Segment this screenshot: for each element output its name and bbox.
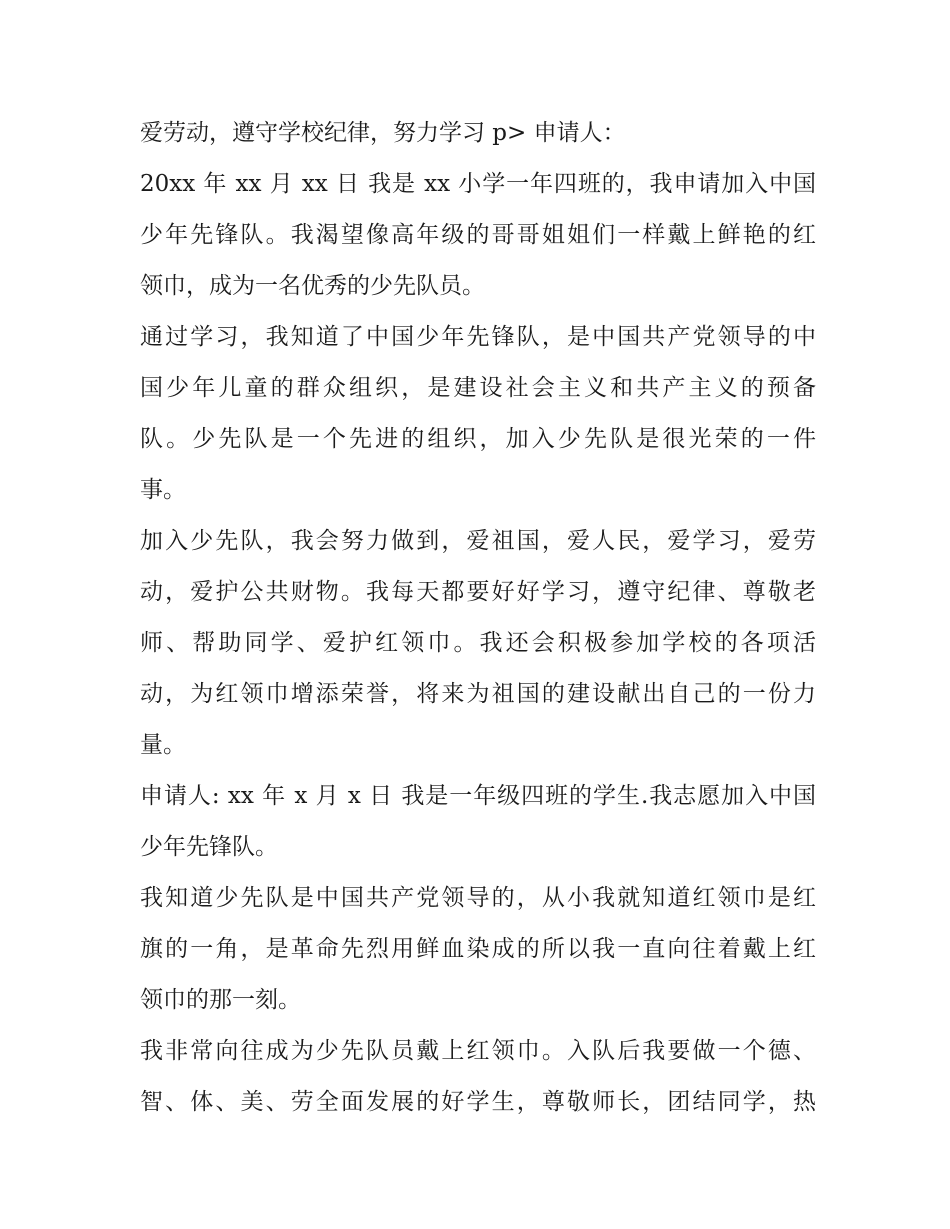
text-line: 少年先锋队。我渴望像高年级的哥哥姐姐们一样戴上鲜艳的红 [140,222,816,248]
text-line: 领巾的那一刻。 [140,987,301,1013]
document-body [140,108,816,1128]
text-line: 通过学习，我知道了中国少年先锋队，是中国共产党领导的中 [140,324,816,350]
text-line: 申请人: xx 年 x 月 x 日 我是一年级四班的学生.我志愿加入中国 [140,783,816,809]
text-line: 领巾，成为一名优秀的少先队员。 [140,273,485,299]
text-line: 我知道少先队是中国共产党领导的，从小我就知道红领巾是红 [140,885,816,911]
text-line: 动，爱护公共财物。我每天都要好好学习，遵守纪律、尊敬老 [140,579,816,605]
text-line: 动，为红领巾增添荣誉，将来为祖国的建设献出自己的一份力 [140,681,816,707]
text-line: 量。 [140,732,186,758]
text-line: 少年先锋队。 [140,834,278,860]
text-line: 国少年儿童的群众组织，是建设社会主义和共产主义的预备 [140,375,816,401]
text-line: 我非常向往成为少先队员戴上红领巾。入队后我要做一个德、 [140,1038,816,1064]
text-line: 智、体、美、劳全面发展的好学生，尊敬师长，团结同学，热 [140,1089,816,1115]
text-line: 爱劳动，遵守学校纪律，努力学习 p> 申请人： [140,120,626,146]
text-line: 事。 [140,477,186,503]
text-line: 20xx 年 xx 月 xx 日 我是 xx 小学一年四班的，我申请加入中国 [140,171,816,197]
text-line: 旗的一角，是革命先烈用鲜血染成的所以我一直向往着戴上红 [140,936,816,962]
text-line: 队。少先队是一个先进的组织，加入少先队是很光荣的一件 [140,426,816,452]
text-line: 加入少先队，我会努力做到，爱祖国，爱人民，爱学习，爱劳 [140,528,816,554]
text-line: 师、帮助同学、爱护红领巾。我还会积极参加学校的各项活 [140,630,816,656]
